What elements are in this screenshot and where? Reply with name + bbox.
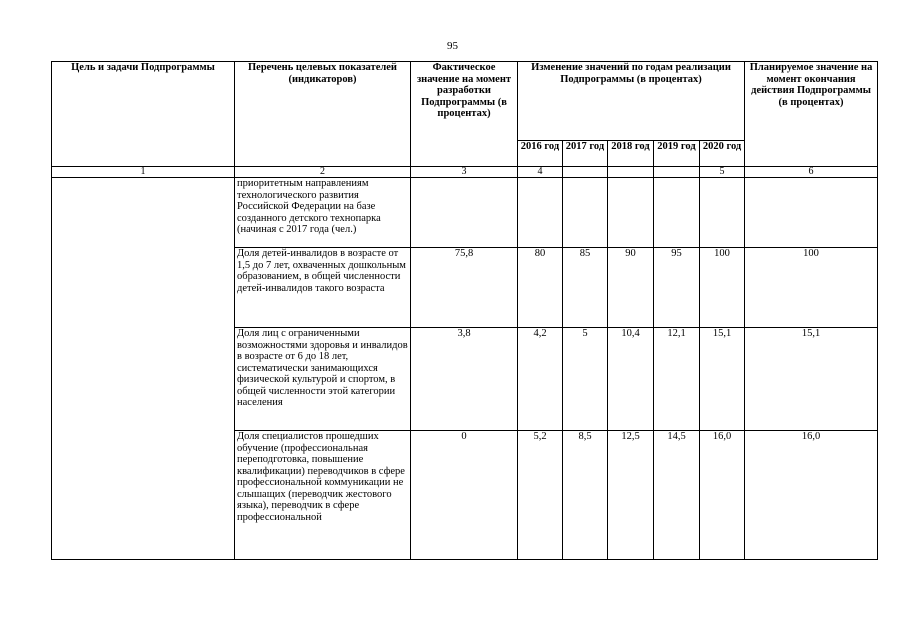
year-value-2017 xyxy=(563,178,608,248)
column-number: 4 xyxy=(518,167,563,178)
indicator-cell: Доля специалистов прошедших обучение (профессиональная переподготовка, повышение квалификации) переводчиков в сфере профессиональной коммуникации не слышащих (переводчик жестового языка), переводчик в сфере профессиональной xyxy=(235,431,411,560)
table-row xyxy=(52,178,878,248)
year-value-2018: 90 xyxy=(608,248,654,328)
column-number: 2 xyxy=(235,167,411,178)
year-value-2020 xyxy=(700,178,745,248)
planned-value: 100 xyxy=(745,248,878,328)
year-value-2017: 8,5 xyxy=(563,431,608,560)
year-value-2018 xyxy=(608,178,654,248)
column-number xyxy=(563,167,608,178)
column-number xyxy=(608,167,654,178)
actual-value: 3,8 xyxy=(411,328,518,431)
year-value-2017: 85 xyxy=(563,248,608,328)
year-value-2019 xyxy=(654,178,700,248)
column-number xyxy=(654,167,700,178)
column-number-row xyxy=(52,167,878,178)
goal-cell xyxy=(52,178,235,560)
indicator-cell: приоритетным направлениям технологического развития Российской Федерации на базе созданного детского технопарка (начиная с 2017 года (чел.) xyxy=(235,178,411,248)
actual-value xyxy=(411,178,518,248)
year-value-2019: 95 xyxy=(654,248,700,328)
column-number: 6 xyxy=(745,167,878,178)
column-number: 5 xyxy=(700,167,745,178)
header-year-2020: 2020 год xyxy=(700,141,745,167)
indicator-cell: Доля лиц с ограниченными возможностями здоровья и инвалидов в возрасте от 6 до 18 лет, систематически занимающихся физической культурой и спортом, в общей численности этой категории населения xyxy=(235,328,411,431)
header-year-2019: 2019 год xyxy=(654,141,700,167)
column-number: 1 xyxy=(52,167,235,178)
header-goal: Цель и задачи Подпрограммы xyxy=(52,62,235,167)
actual-value: 0 xyxy=(411,431,518,560)
page-number: 95 xyxy=(447,40,458,52)
header-year-2016: 2016 год xyxy=(518,141,563,167)
year-value-2018: 12,5 xyxy=(608,431,654,560)
planned-value xyxy=(745,178,878,248)
year-value-2019: 14,5 xyxy=(654,431,700,560)
column-number: 3 xyxy=(411,167,518,178)
year-value-2020: 16,0 xyxy=(700,431,745,560)
year-value-2018: 10,4 xyxy=(608,328,654,431)
header-planned: Планируемое значение на момент окончания действия Подпрограммы (в процентах) xyxy=(745,62,878,167)
indicators-table xyxy=(51,61,878,560)
header-year-2017: 2017 год xyxy=(563,141,608,167)
header-change: Изменение значений по годам реализации Подпрограммы (в процентах) xyxy=(518,62,745,141)
header-indicators: Перечень целевых показателей (индикаторов) xyxy=(235,62,411,167)
year-value-2016: 5,2 xyxy=(518,431,563,560)
planned-value: 15,1 xyxy=(745,328,878,431)
year-value-2016 xyxy=(518,178,563,248)
indicator-cell: Доля детей-инвалидов в возрасте от 1,5 до 7 лет, охваченных дошкольным образованием, в общей численности детей-инвалидов такого возраста xyxy=(235,248,411,328)
planned-value: 16,0 xyxy=(745,431,878,560)
actual-value: 75,8 xyxy=(411,248,518,328)
year-value-2020: 15,1 xyxy=(700,328,745,431)
header-actual: Фактическое значение на момент разработки Подпрограммы (в процентах) xyxy=(411,62,518,167)
year-value-2019: 12,1 xyxy=(654,328,700,431)
year-value-2017: 5 xyxy=(563,328,608,431)
year-value-2016: 80 xyxy=(518,248,563,328)
year-value-2020: 100 xyxy=(700,248,745,328)
year-value-2016: 4,2 xyxy=(518,328,563,431)
header-year-2018: 2018 год xyxy=(608,141,654,167)
